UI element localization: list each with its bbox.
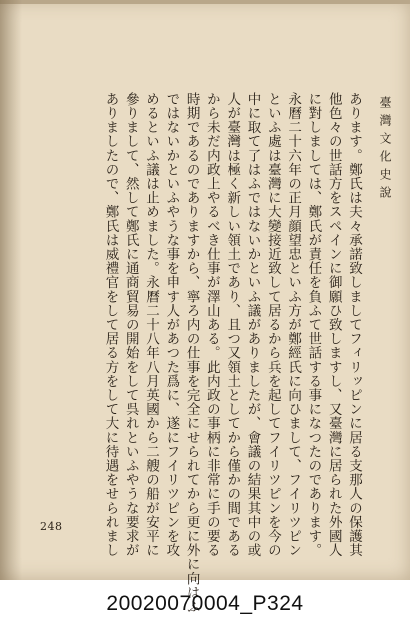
text-line: から未だ内政上やるべき仕事が澤山ある。此内政の事柄に非常に手の要る bbox=[203, 92, 220, 558]
text-line: 他色々の世話方をスペインに御願ひ致しますし、又臺灣に居られた外國人 bbox=[325, 92, 342, 558]
text-line: あります。鄭氏は夫々承諾致しましてフィリッピンに居る支那人の保護其 bbox=[346, 92, 362, 558]
image-caption: 20020070004_P324 bbox=[106, 592, 304, 615]
text-line: といふ處は臺灣に大變接近致して居るから兵を起してフイリツピンを今の bbox=[264, 92, 281, 558]
text-line: ありましたので、鄭氏は威禮官をして居る方をして大に待遇をせられまし bbox=[102, 92, 119, 558]
text-line: 時期であるのでありますから、寧ろ内の仕事を完全にせられてから更に外に向はふ bbox=[183, 92, 200, 614]
text-line: 永曆二十六年の正月顔望忠といふ方が鄭經氏に向ひまして、フイリツピン bbox=[285, 92, 302, 558]
page-top-edge bbox=[0, 0, 410, 4]
text-line: ではないかといふやうな事を申す人があつた爲に、遂にフイリツピンを攻 bbox=[163, 92, 180, 558]
page-number: 248 bbox=[40, 520, 63, 533]
page-gutter-shadow bbox=[0, 0, 22, 580]
text-line: 參りまして、然して鄭氏に通商貿易の開始をして呉れといふやうな要求が bbox=[122, 92, 139, 558]
running-header: 臺灣文化史說 bbox=[378, 96, 392, 204]
text-line: 人が臺灣は極く新しい領土であり、且つ又領土としてから僅かの間である bbox=[224, 92, 241, 558]
text-line: 中に取て了はふではないかといふ議がありましたが、會議の結果其中の或 bbox=[244, 92, 261, 558]
text-line: めるといふ議は止めました。永曆二十八年八月英國から二艘の船が安平に bbox=[143, 92, 160, 558]
text-line: に對しましては、鄭氏が責任を負ふて世話する事になつたのであります。 bbox=[305, 92, 322, 558]
